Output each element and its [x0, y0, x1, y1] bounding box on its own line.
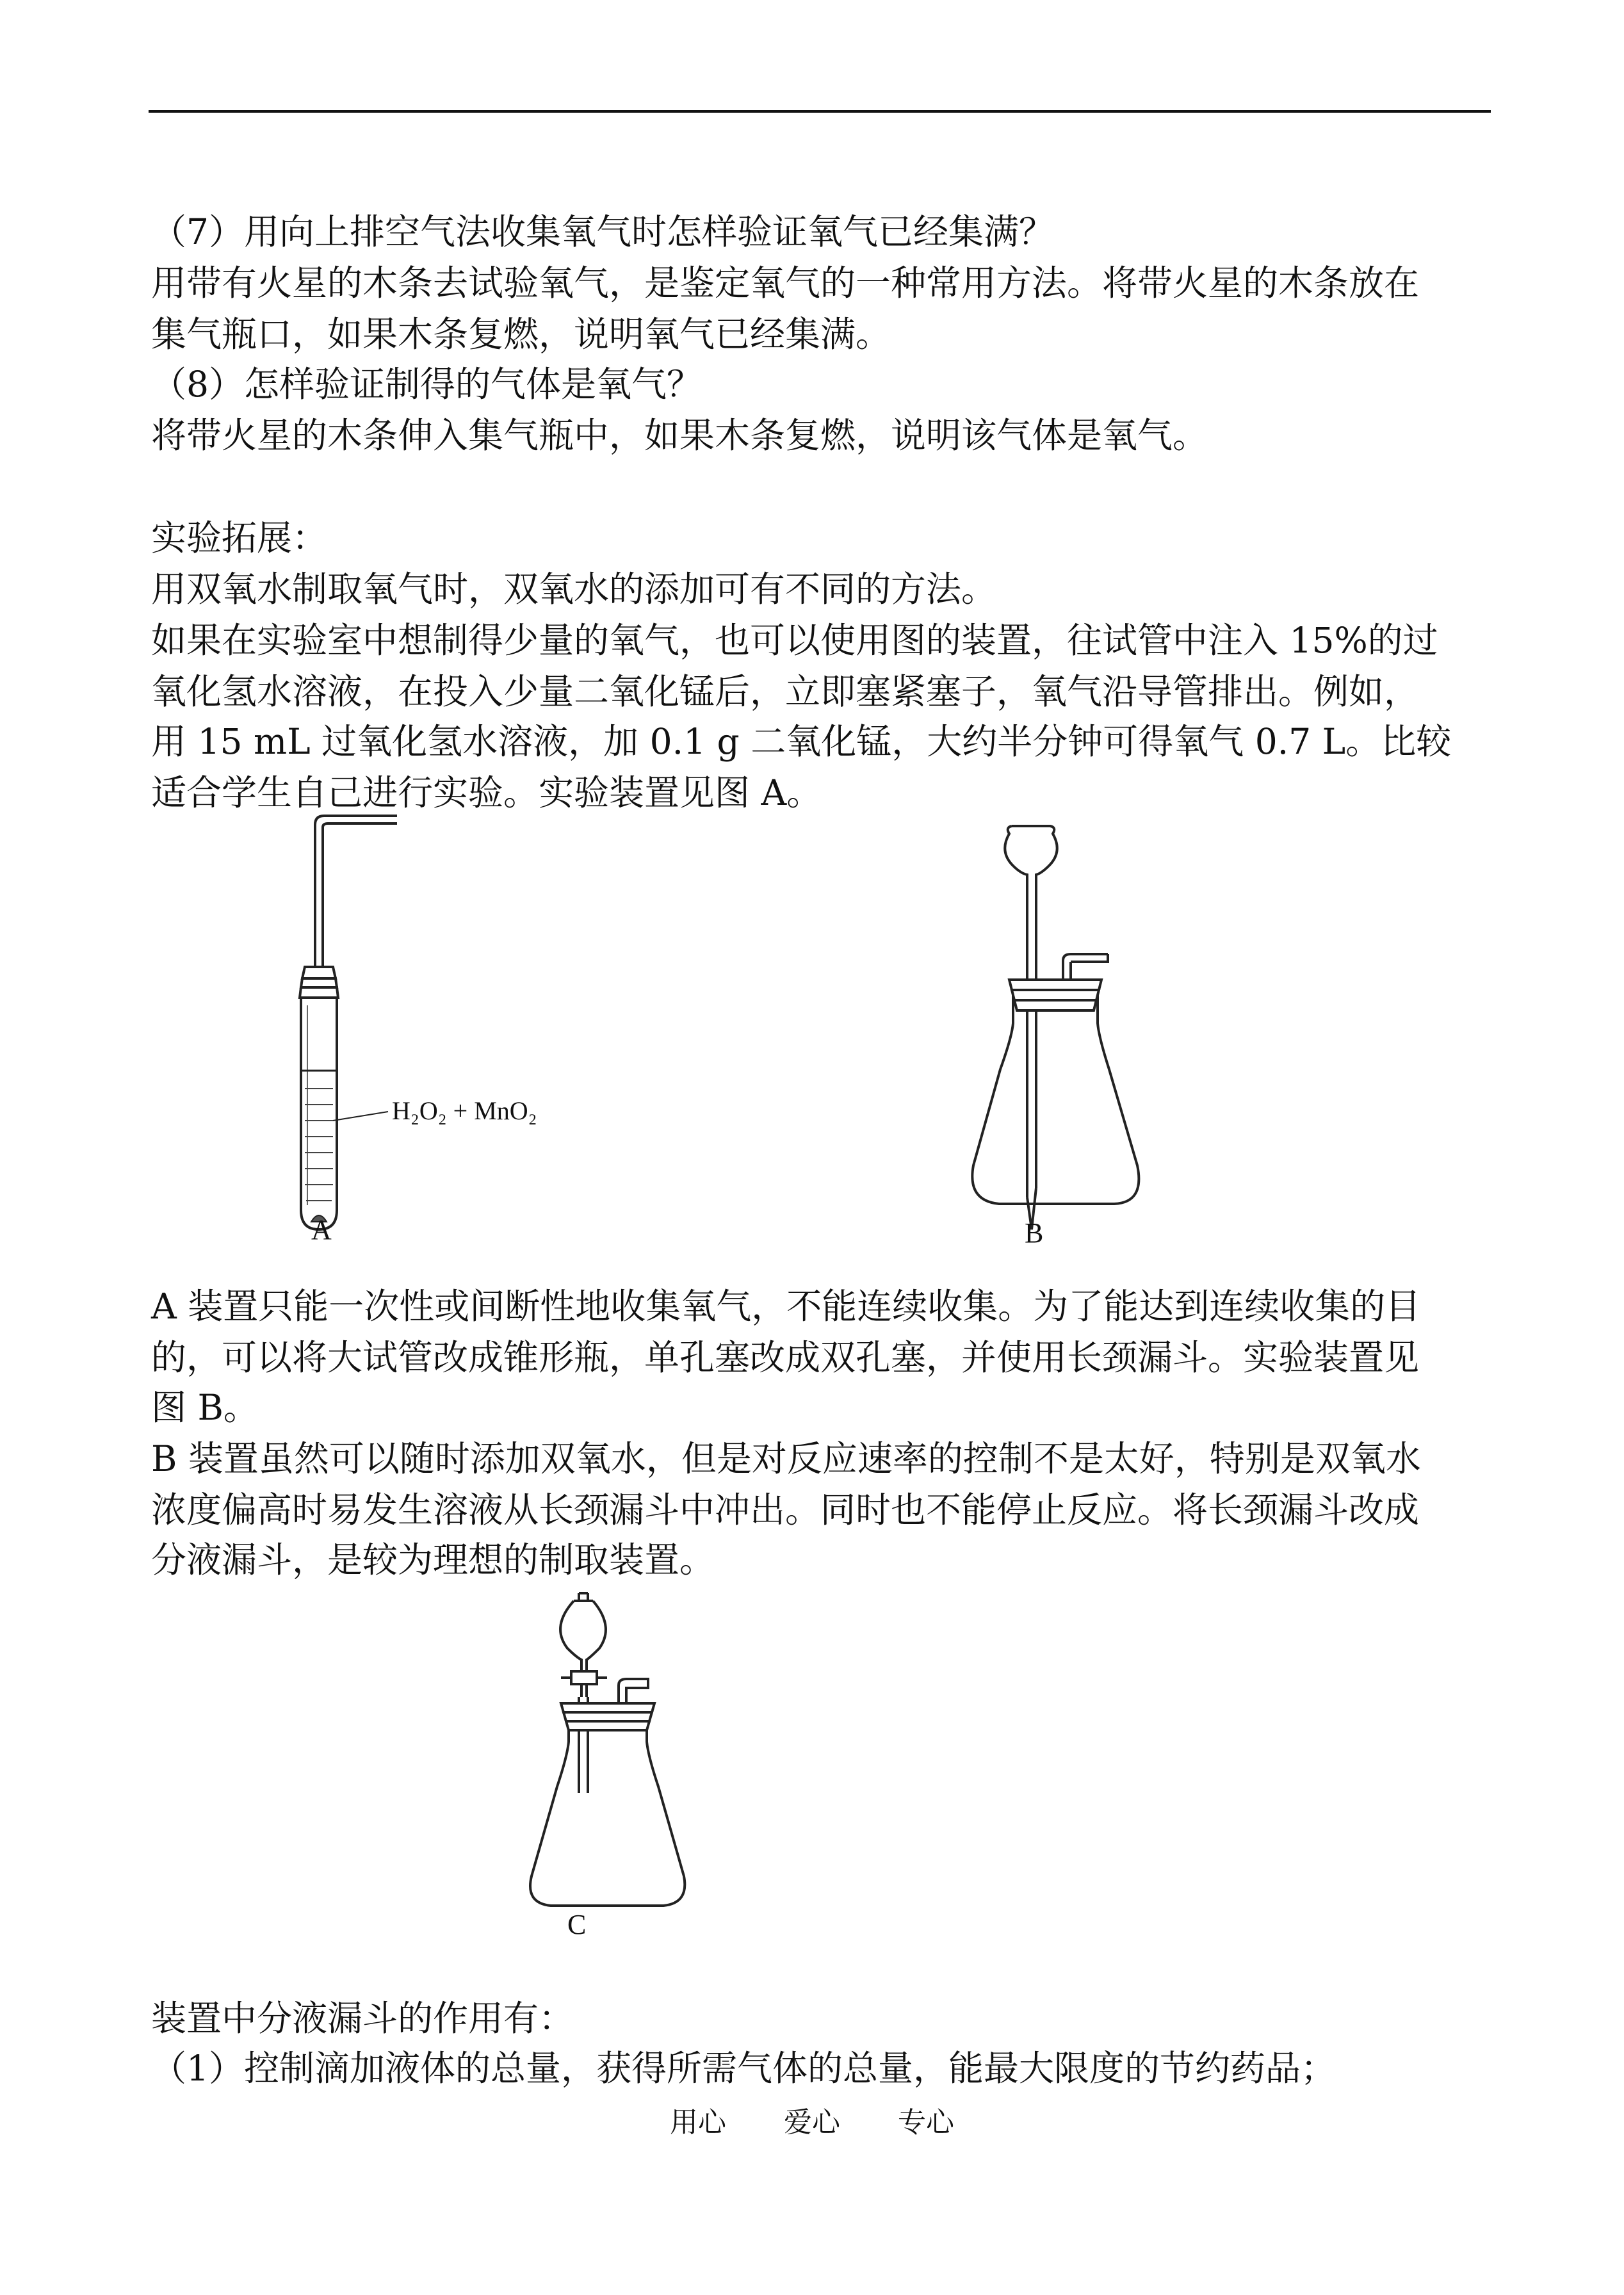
figure-b-caption: B	[1025, 1217, 1044, 1249]
paragraph-3-line-2: 的，可以将大试管改成锥形瓶，单孔塞改成双孔塞，并使用长颈漏斗。实验装置见	[151, 1337, 1420, 1378]
paragraph-3-line-1: A 装置只能一次性或间断性地收集氧气，不能连续收集。为了能达到连续收集的目	[151, 1286, 1421, 1327]
summary-heading: 装置中分液漏斗的作用有：	[151, 1998, 574, 2039]
paragraph-4-line-1: B 装置虽然可以随时添加双氧水，但是对反应速率的控制不是太好，特别是双氧水	[151, 1438, 1421, 1479]
reagent-label: H₂O₂ + MnO₂	[392, 1096, 537, 1125]
figure-c-caption: C	[567, 1909, 587, 1940]
paragraph-2-line-1: 如果在实验室中想制得少量的氧气，也可以使用图的装置，往试管中注入 15%的过	[151, 620, 1438, 661]
paragraph-2-line-3: 用 15 mL 过氧化氢水溶液，加 0.1 g 二氧化锰，大约半分钟可得氧气 0.7 L。比较	[151, 721, 1452, 762]
answer-7-line-2: 集气瓶口，如果木条复燃，说明氧气已经集满。	[151, 314, 891, 355]
footer-word-3: 专心	[898, 2106, 954, 2139]
answer-8: 将带火星的木条伸入集气瓶中，如果木条复燃，说明该气体是氧气。	[151, 415, 1208, 456]
page-footer	[0, 2099, 1624, 2140]
footer-word-2: 爱心	[784, 2106, 840, 2139]
paragraph-3-line-3: 图 B。	[151, 1387, 259, 1428]
section-heading: 实验拓展：	[151, 517, 328, 558]
paragraph-1: 用双氧水制取氧气时，双氧水的添加可有不同的方法。	[151, 569, 997, 610]
question-8: （8）怎样验证制得的气体是氧气？	[151, 364, 702, 405]
footer-word-1: 用心	[670, 2106, 726, 2139]
answer-7-line-1: 用带有火星的木条去试验氧气，是鉴定氧气的一种常用方法。将带火星的木条放在	[151, 263, 1420, 304]
paragraph-2-line-2: 氧化氢水溶液，在投入少量二氧化锰后，立即塞紧塞子，氧气沿导管排出。例如，	[151, 671, 1420, 712]
figure-a-caption: A	[311, 1214, 332, 1245]
summary-item-1: （1）控制滴加液体的总量，获得所需气体的总量，能最大限度的节约药品；	[151, 2048, 1336, 2089]
figure-c-flask-separatory-funnel	[512, 1582, 704, 1915]
figure-a-test-tube	[269, 813, 602, 1242]
header-rule	[149, 110, 1491, 113]
question-7: （7）用向上排空气法收集氧气时怎样验证氧气已经集满？	[151, 211, 1054, 252]
figure-b-flask-funnel	[961, 820, 1153, 1236]
paragraph-4-line-2: 浓度偏高时易发生溶液从长颈漏斗中冲出。同时也不能停止反应。将长颈漏斗改成	[151, 1489, 1420, 1530]
paragraph-2-line-4: 适合学生自己进行实验。实验装置见图 A。	[151, 772, 822, 813]
paragraph-4-line-3: 分液漏斗，是较为理想的制取装置。	[151, 1539, 715, 1580]
